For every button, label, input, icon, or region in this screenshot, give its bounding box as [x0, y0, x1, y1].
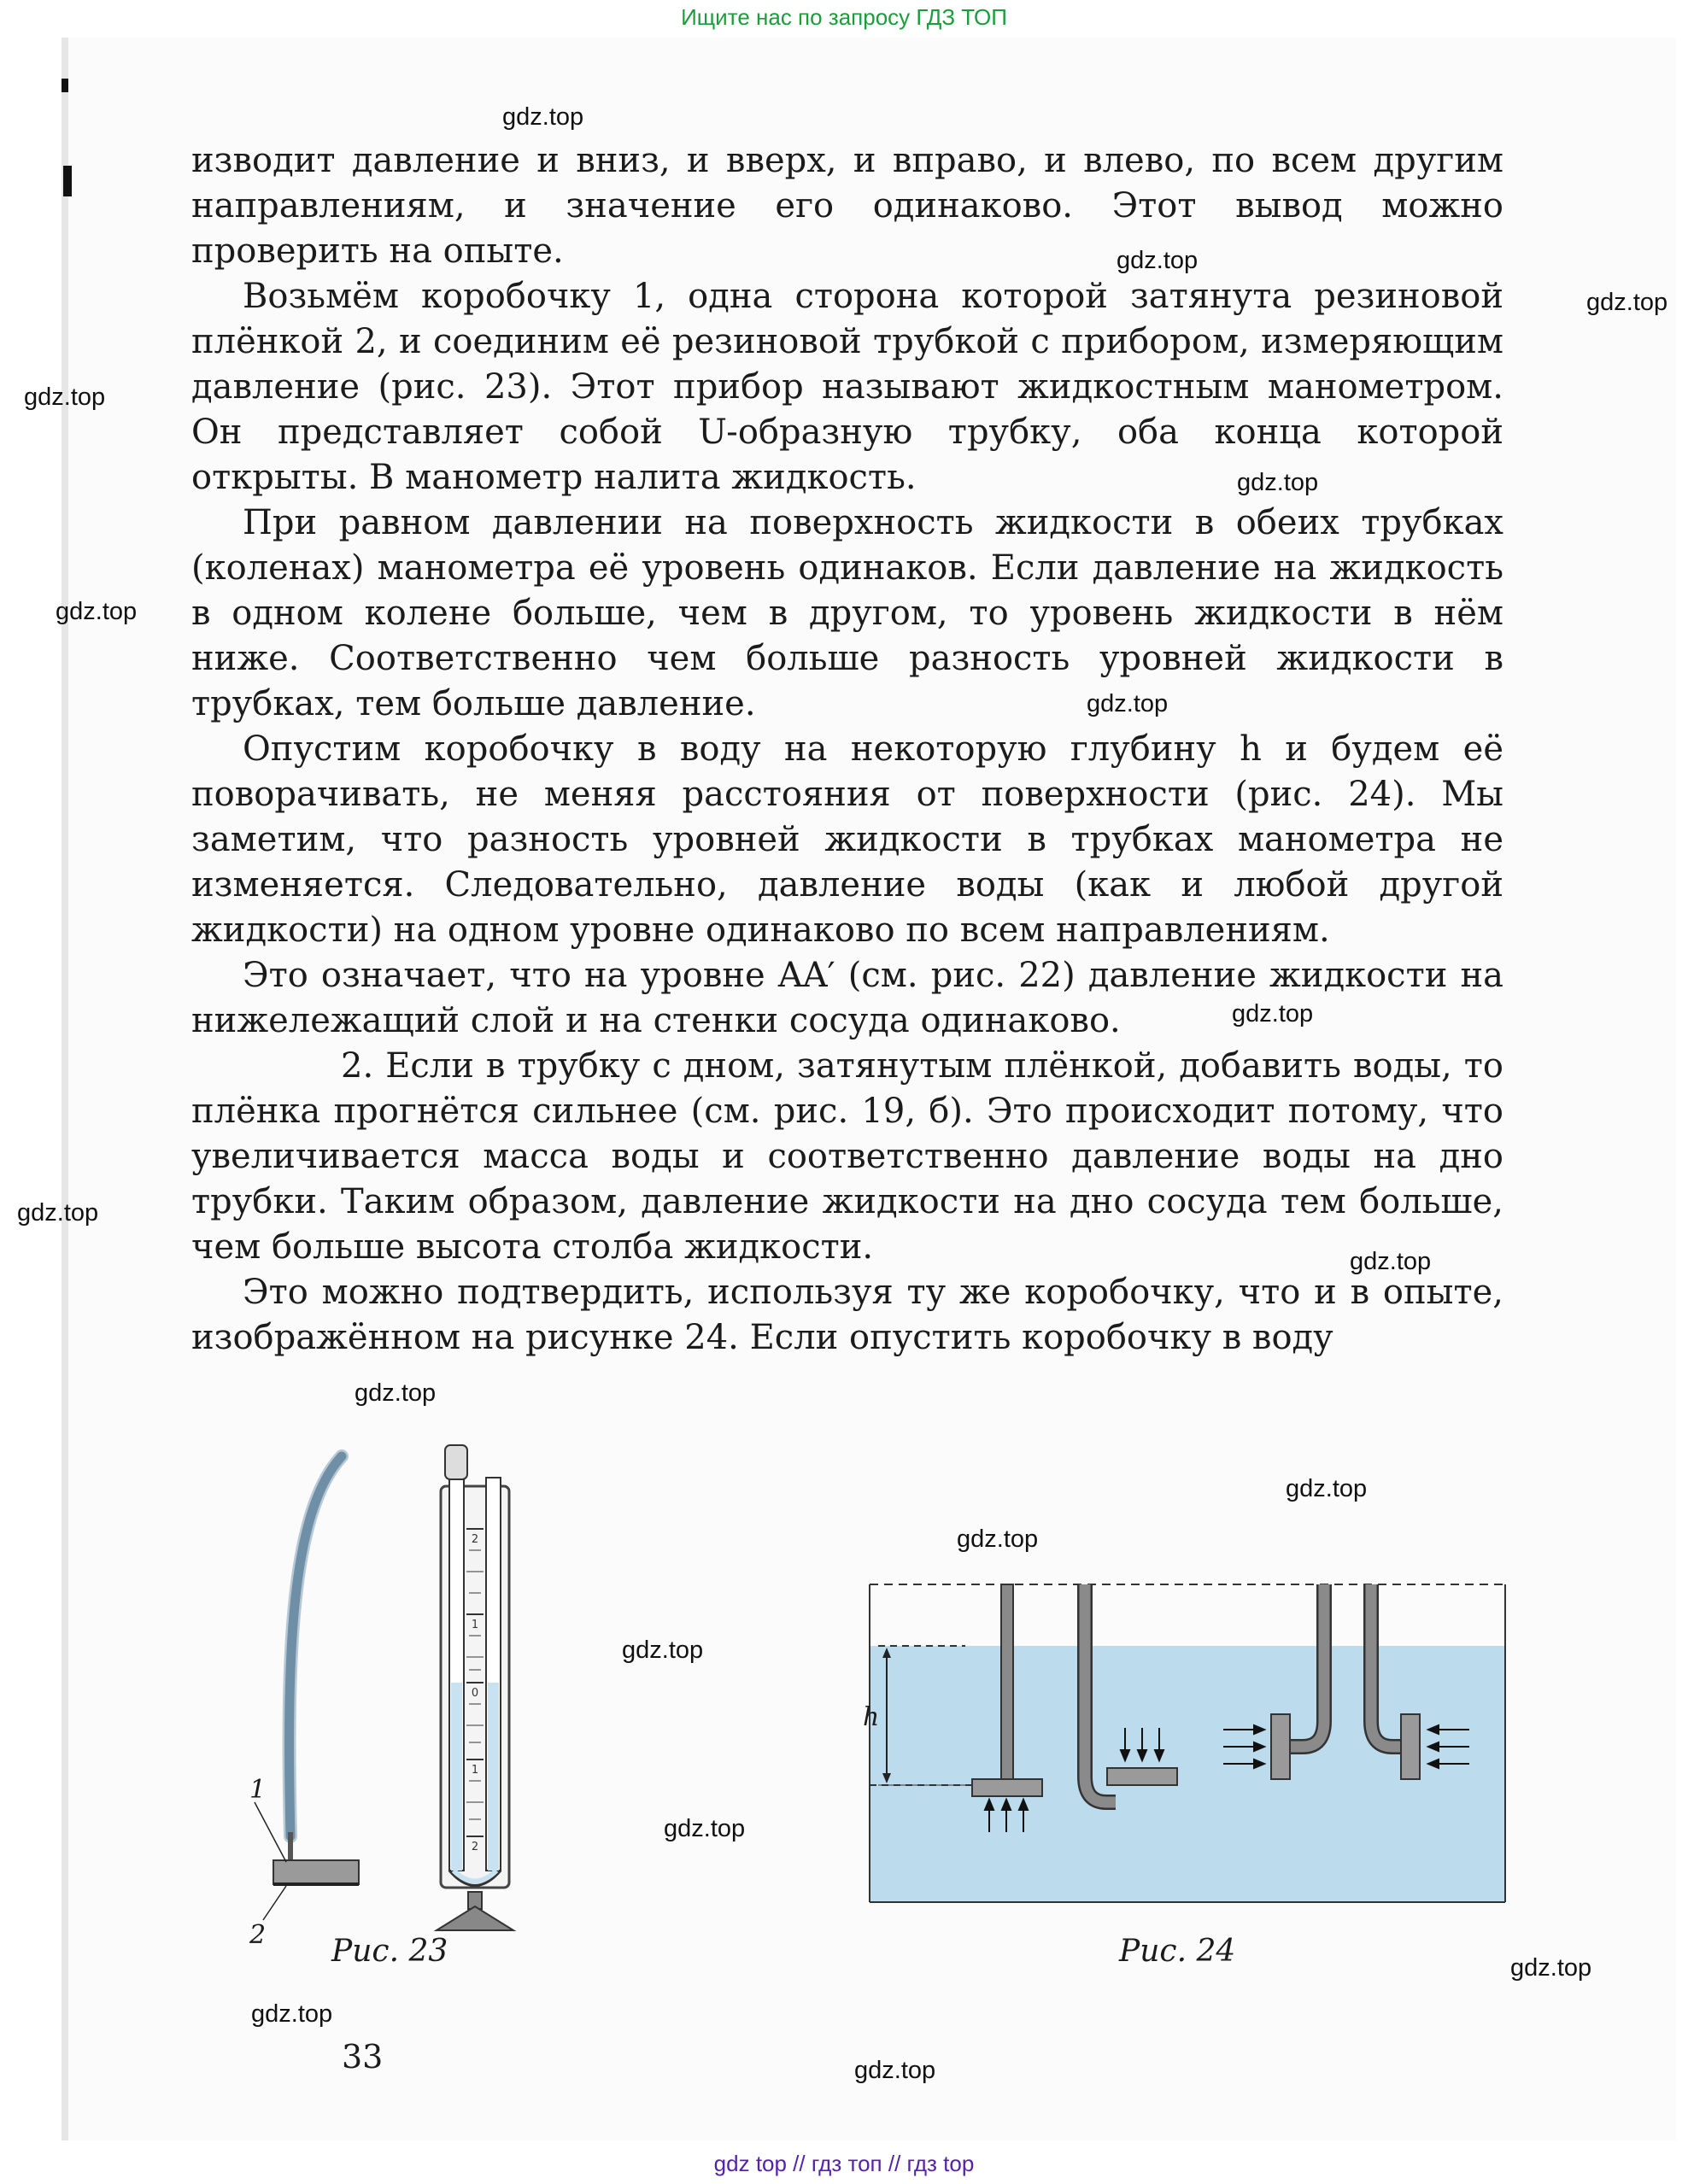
watermark: gdz.top — [1087, 690, 1169, 717]
liquid-left — [451, 1683, 462, 1871]
paragraph: Опустим коробочку в воду на некоторую глубину h и будем её поворачивать, не меняя расстояния от поверхности (рис. 24). Мы заметим, что разность уровней жидкости в трубках манометра не изменяется. Следовательно, давление воды (как и любой другой жидкости) на одном уровне одинаково по всем направлениям. — [191, 729, 1503, 950]
tube-connector — [445, 1445, 467, 1479]
label-depth-h: h — [863, 1702, 880, 1732]
watermark: gdz.top — [24, 384, 106, 411]
scan-mark — [63, 166, 72, 196]
label-film: 2 — [249, 1920, 267, 1950]
scale-label: 2 — [471, 1533, 479, 1546]
watermark: gdz.top — [251, 2000, 333, 2028]
stand-base — [437, 1906, 513, 1930]
figure-23-caption: Рис. 23 — [331, 1934, 448, 1969]
paragraph: При равном давлении на поверхность жидкости в обеих трубках (коленах) манометра её уровень одинаков. Если давление на жидкость в одном колене больше, чем в другом, то уровень жидкости в нём ниже. Соответственно чем больше разность уровней жидкости в трубках, тем больше давление. — [191, 503, 1503, 723]
watermark: gdz.top — [664, 1815, 746, 1842]
watermark: gdz.top — [854, 2057, 936, 2084]
watermark: gdz.top — [1232, 1000, 1314, 1028]
page-number: 33 — [342, 2038, 384, 2076]
box-film-left — [1271, 1714, 1290, 1779]
figure-24-caption: Рис. 24 — [1119, 1934, 1236, 1969]
box-1 — [273, 1860, 359, 1884]
watermark: gdz.top — [17, 1199, 99, 1227]
paragraph: Возьмём коробочку 1, одна сторона которой затянута резиновой плёнкой 2, и соединим её резиновой трубкой с прибором, измеряющим давление (рис. 23). Этот прибор называют жидкостным манометром. Он представляет собой U-образную трубку, оба конца которой открыты. В манометр налита жидкость. — [191, 277, 1503, 497]
watermark: gdz.top — [355, 1379, 437, 1407]
scan-mark — [62, 79, 68, 92]
leader-line — [263, 1886, 286, 1920]
watermark: gdz.top — [622, 1637, 704, 1664]
watermark: gdz.top — [1586, 289, 1668, 316]
watermark: gdz.top — [1237, 469, 1319, 496]
label-box: 1 — [249, 1775, 267, 1805]
paragraph: изводит давление и вниз, и вверх, и вправо, и влево, по всем другим направлениям, и значение его одинаково. Этот вывод можно проверить на опыте. — [191, 141, 1503, 271]
body-text — [191, 138, 1503, 1361]
figure-24-box-in-water — [863, 1576, 1512, 1909]
liquid-right — [488, 1683, 499, 1871]
paragraph: Это можно подтвердить, используя ту же коробочку, что и в опыте, изображённом на рисунке 24. Если опустить коробочку в воду — [191, 1273, 1503, 1357]
watermark: gdz.top — [957, 1525, 1039, 1553]
bottom-banner[interactable]: gdz top // гдз топ // гдз top — [713, 2151, 975, 2176]
paragraph: Это означает, что на уровне AA′ (см. рис. 22) давление жидкости на нижележащий слой и на стенки сосуда одинаково. — [191, 956, 1503, 1040]
scale-label: 1 — [471, 1764, 479, 1777]
figure-23-manometer-box — [239, 1409, 410, 1973]
page-edge-shadow — [62, 38, 68, 2140]
box-film-down — [972, 1779, 1042, 1796]
paragraph: 2. Если в трубку с дном, затянутым плёнкой, добавить воды, то плёнка прогнётся сильнее (см. рис. 19, б). Это происходит потому, что увеличивается масса воды и соответственно давление воды на дно трубки. Таким образом, давление жидкости на дно сосуда тем больше, чем больше высота столба жидкости. — [191, 1046, 1503, 1267]
scale-label: 0 — [471, 1687, 479, 1700]
box-film-right — [1401, 1714, 1420, 1779]
watermark: gdz.top — [502, 103, 584, 131]
box-film-up — [1107, 1768, 1177, 1785]
tube-vertical — [1001, 1584, 1013, 1779]
scale-label: 2 — [471, 1841, 479, 1853]
watermark: gdz.top — [56, 598, 138, 625]
figure-23-manometer — [407, 1401, 535, 1939]
watermark: gdz.top — [1286, 1475, 1368, 1502]
watermark: gdz.top — [1117, 247, 1199, 274]
watermark: gdz.top — [1510, 1954, 1592, 1982]
scale-label: 1 — [471, 1619, 479, 1631]
leader-line — [255, 1802, 286, 1862]
watermark: gdz.top — [1350, 1248, 1432, 1275]
top-banner[interactable]: Ищите нас по запросу ГДЗ ТОП — [681, 4, 1007, 30]
